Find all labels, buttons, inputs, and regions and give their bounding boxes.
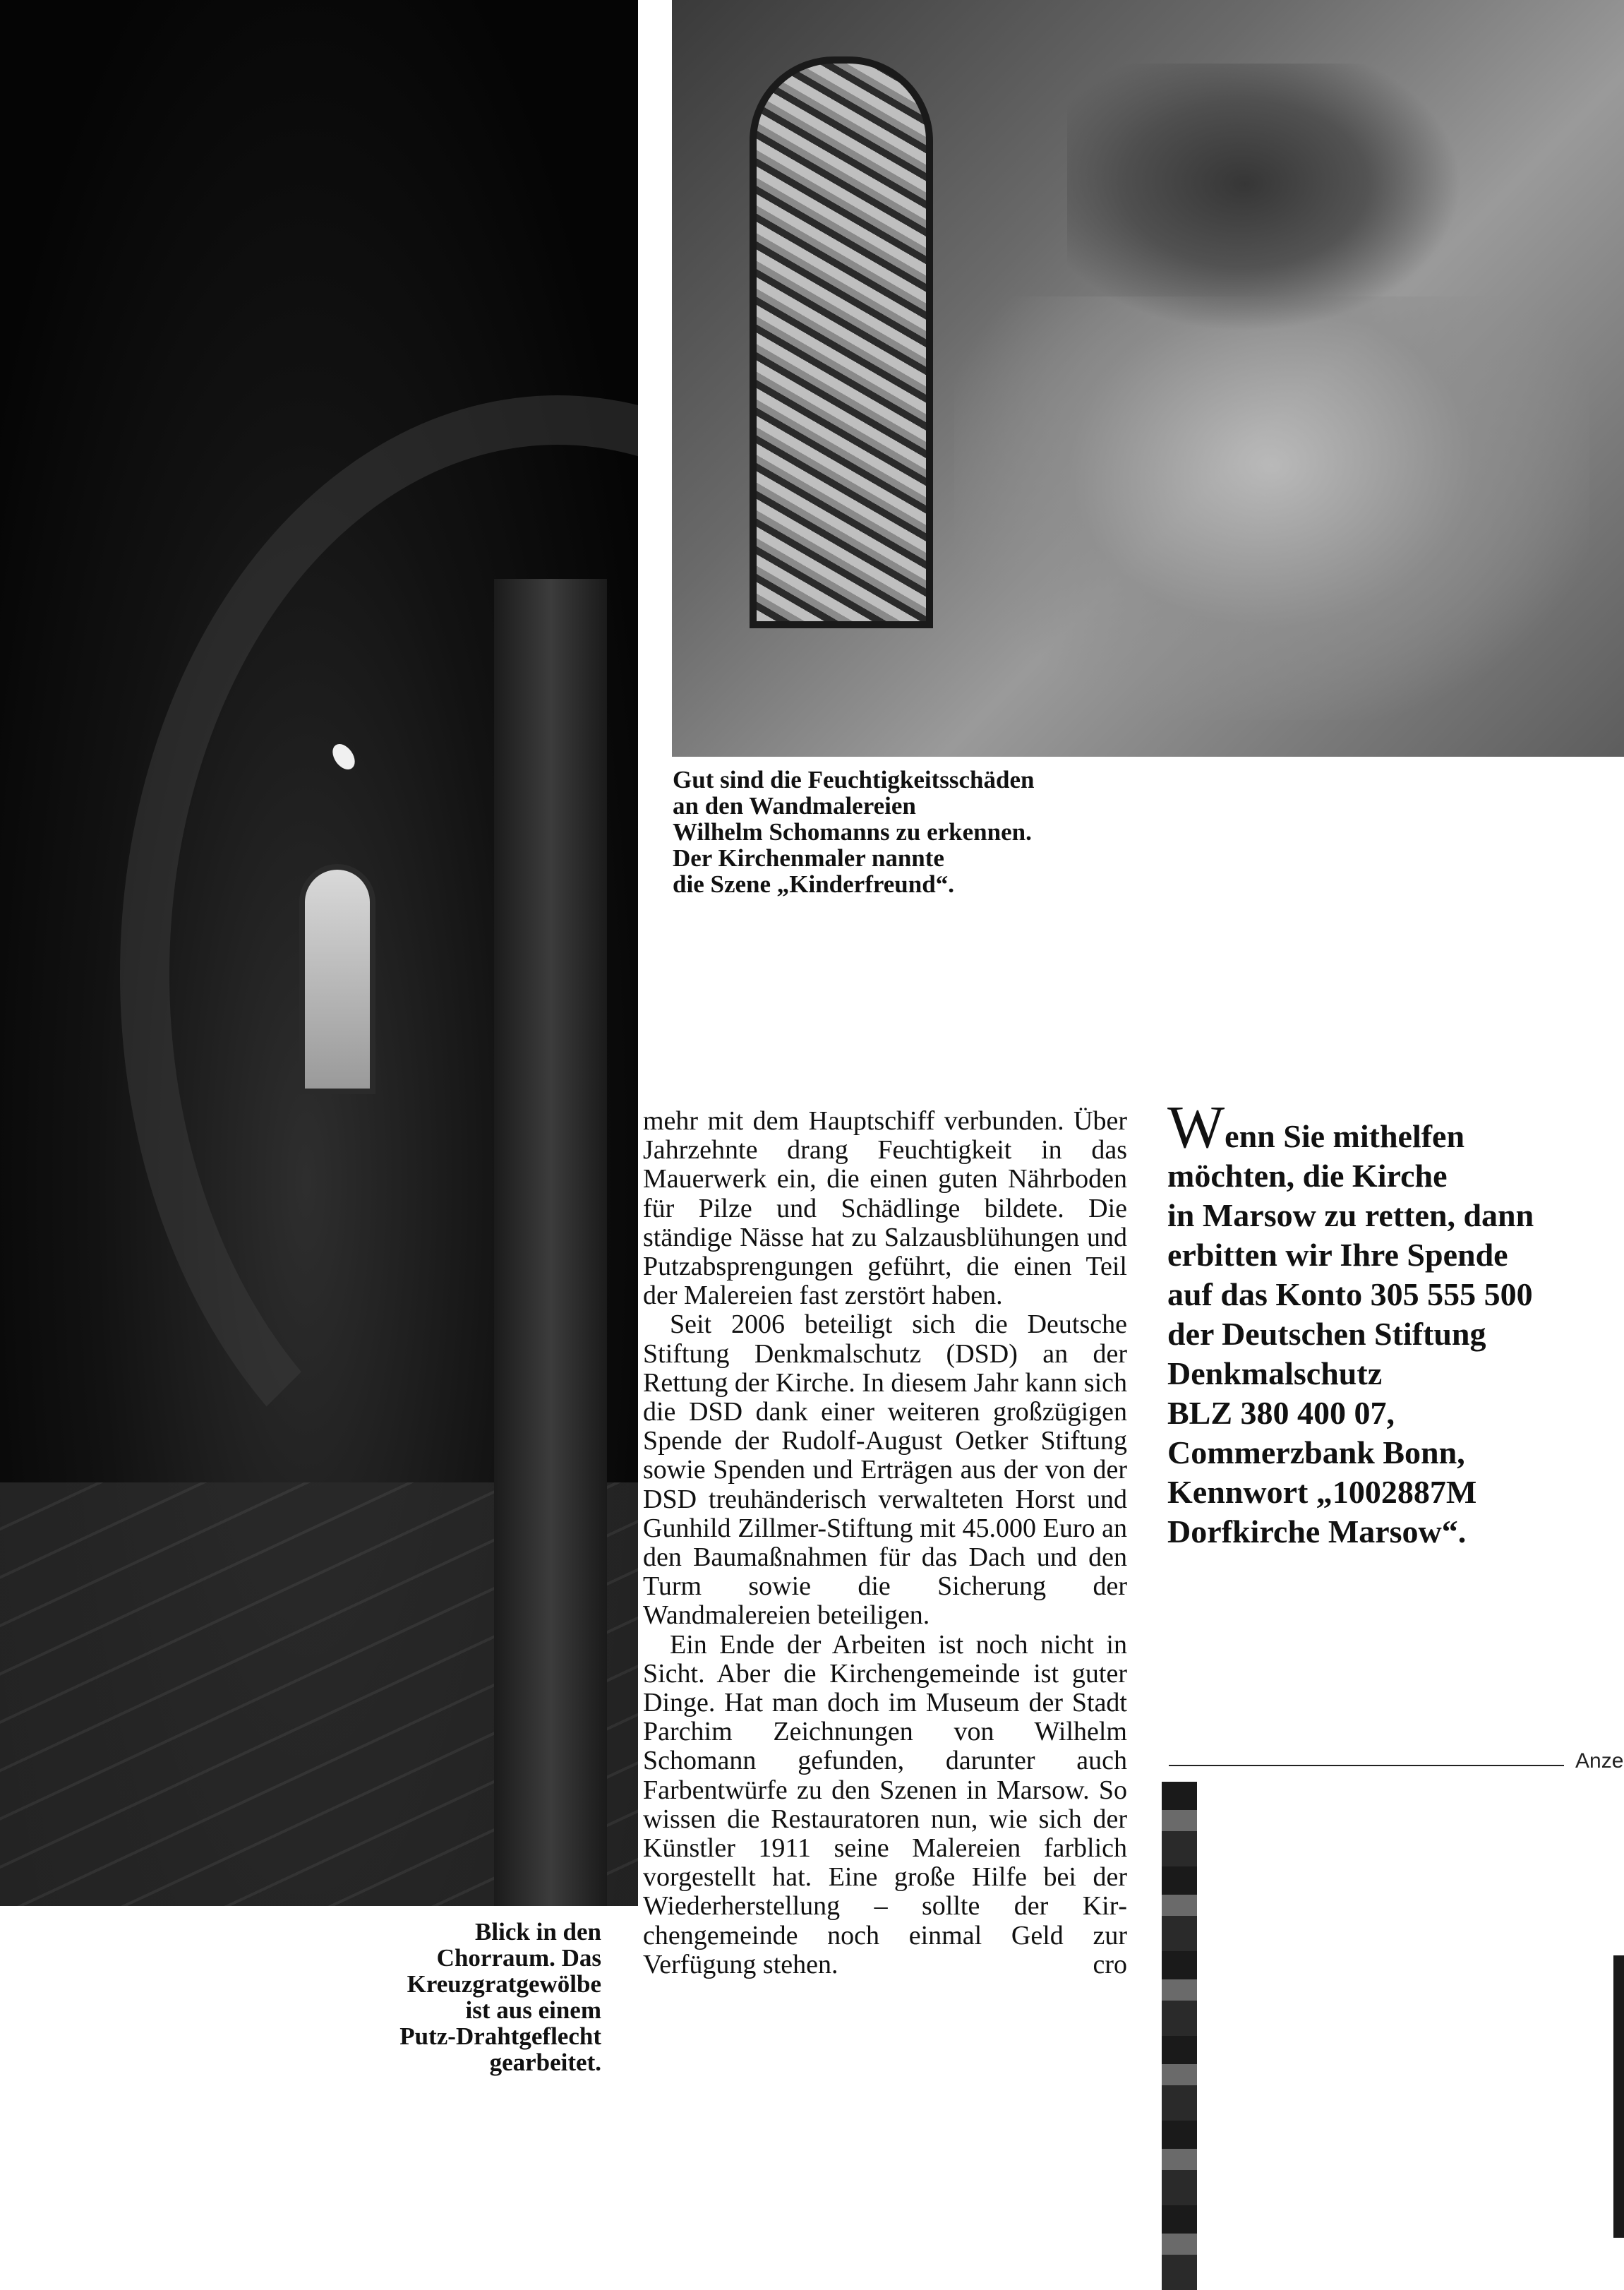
mural-figure bbox=[1067, 64, 1462, 332]
article-paragraph: mehr mit dem Hauptschiff verbunden. Über Jahrzehnte drang Feuchtigkeit in das Mauerwerk ein, die einen guten Nährboden für Pilze und Schädlinge bildete. Die ständige Nässe hat zu Salzausblühungen und Putzabsprengungen geführt, die einen Teil der Malereien fast zerstört haben. bbox=[643, 1106, 1127, 1311]
donation-line: in Marsow zu retten, dann bbox=[1167, 1197, 1534, 1233]
stained-glass-window bbox=[750, 56, 933, 628]
author-signature: cro bbox=[1093, 1950, 1127, 1980]
donation-line: Commerzbank Bonn, bbox=[1167, 1434, 1465, 1470]
caption-line: gearbeitet. bbox=[489, 2049, 601, 2076]
choir-photo bbox=[0, 0, 638, 1906]
ad-image-edge bbox=[1613, 1955, 1624, 2238]
caption-line: Putz-Drahtgeflecht bbox=[399, 2022, 601, 2050]
donation-line: auf das Konto 305 555 500 bbox=[1167, 1276, 1533, 1312]
donation-line: möchten, die Kirche bbox=[1167, 1158, 1448, 1194]
ad-divider bbox=[1169, 1765, 1564, 1766]
donation-line: Kennwort „1002887M bbox=[1167, 1474, 1477, 1510]
donation-line: BLZ 380 400 07, bbox=[1167, 1395, 1395, 1431]
article-paragraph: Ein Ende der Arbeiten ist noch nicht in Sicht. Aber die Kirchengemeinde ist guter Dinge. Hat man doch im Museum der Stadt Parchim Zeichnungen von Wilhelm Schomann gefunden, darunter auch Farbentwürfe zu den Szenen in Marsow. So wissen die Restauratoren nun, wie sich der Künstler 1911 seine Malereien farblich vorgestellt hat. Eine große Hilfe bei der Wiederherstellung – sollte der Kirchengemeinde noch einmal Geld zur Verfügung stehen. bbox=[643, 1629, 1127, 1979]
caption-line: Gut sind die Feuchtigkeitsschäden bbox=[673, 766, 1035, 793]
caption-line: Wilhelm Schomanns zu erkennen. bbox=[673, 818, 1032, 846]
donation-line: Denkmalschutz bbox=[1167, 1355, 1383, 1391]
caption-line: die Szene „Kinderfreund“. bbox=[673, 870, 954, 898]
donation-appeal bbox=[1167, 1093, 1619, 1552]
caption-line: an den Wandmalereien bbox=[673, 792, 916, 820]
caption-mural-photo bbox=[673, 767, 1181, 897]
caption-line: Der Kirchenmaler nannte bbox=[673, 844, 944, 872]
mural-photo bbox=[672, 0, 1624, 757]
donation-line: erbitten wir Ihre Spende bbox=[1167, 1237, 1508, 1273]
drop-cap: W bbox=[1167, 1093, 1225, 1161]
donation-line bbox=[1167, 1093, 1619, 1161]
pillar bbox=[494, 579, 607, 1906]
caption-line: Chorraum. Das bbox=[436, 1944, 601, 1972]
article-body bbox=[643, 1107, 1127, 1979]
ad-label: Anze bbox=[1575, 1749, 1624, 1773]
article-paragraph: Seit 2006 beteiligt sich die Deutsche Stiftung Denkmalschutz (DSD) an der Rettung der Kirche. In diesem Jahr kann sich die DSD dank einer weiteren großzügigen Spende der Rudolf-August Oetker Stiftung sowie Spenden und Erträgen aus der von der DSD treuhänderisch verwalteten Horst und Gunhild Zillmer-Stiftung mit 45.000 Euro an den Baumaßnahmen für das Dach und den Turm sowie die Sicherung der Wandmalereien beteiligen. bbox=[643, 1309, 1127, 1631]
donation-line: Dorfkirche Marsow“. bbox=[1167, 1513, 1467, 1549]
caption-choir-photo bbox=[339, 1919, 601, 2075]
caption-line: ist aus einem bbox=[465, 1996, 601, 2024]
caption-line: Kreuzgratgewölbe bbox=[407, 1970, 601, 1998]
moisture-damage bbox=[954, 296, 1589, 720]
caption-line: Blick in den bbox=[475, 1918, 601, 1946]
ad-image-strip bbox=[1162, 1782, 1197, 2290]
choir-window bbox=[305, 870, 370, 1089]
donation-text: enn Sie mithelfen bbox=[1225, 1118, 1465, 1154]
donation-line: der Deutschen Stiftung bbox=[1167, 1316, 1486, 1352]
